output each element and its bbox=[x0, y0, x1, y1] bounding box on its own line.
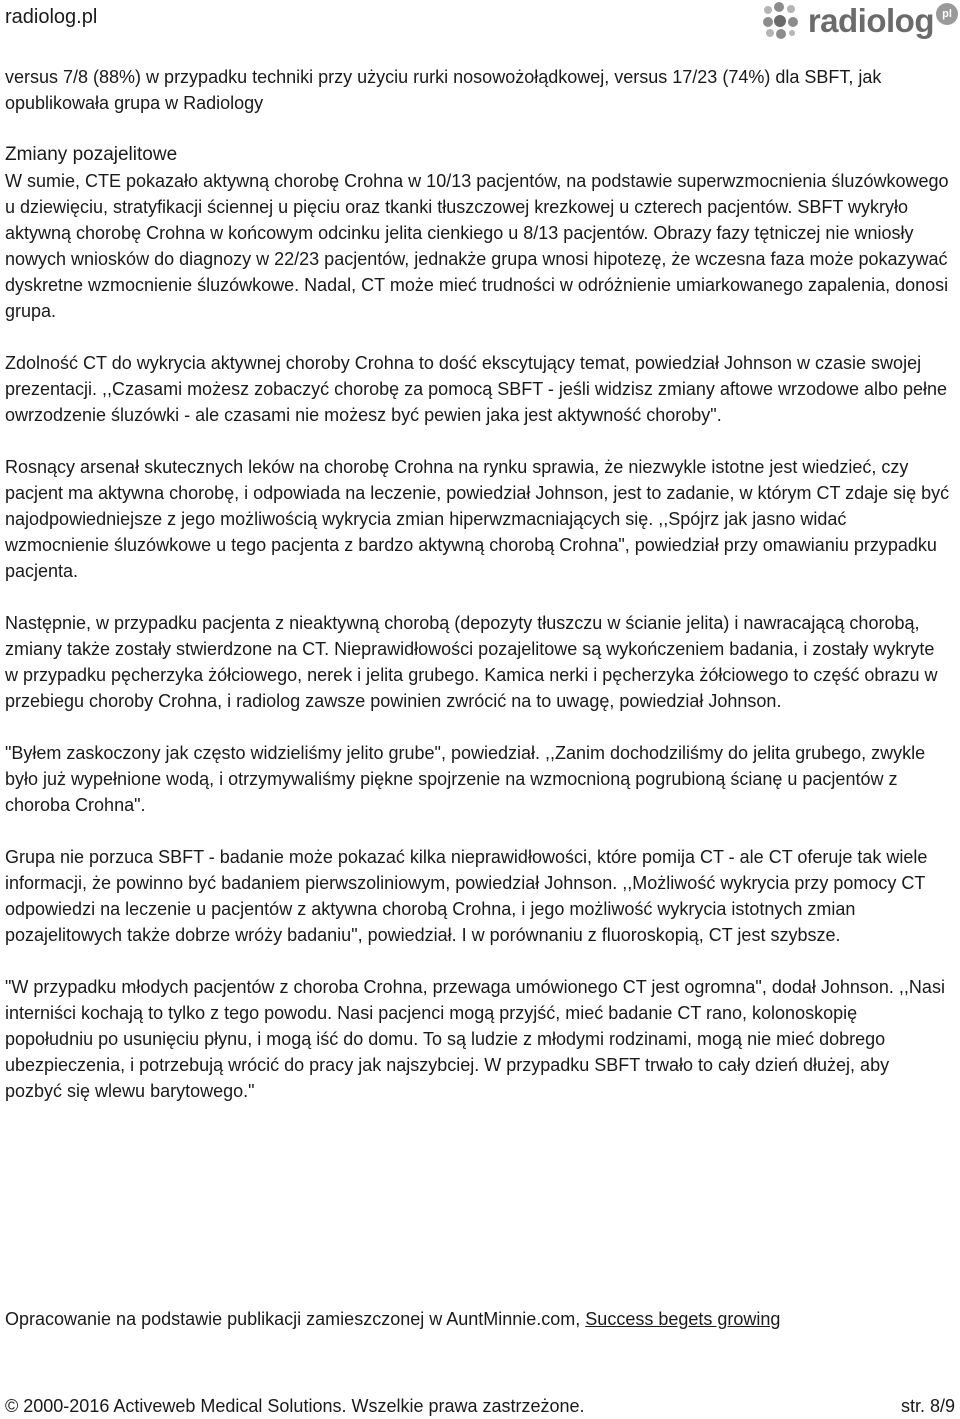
intro-paragraph: versus 7/8 (88%) w przypadku techniki przy użyciu rurki nosowożołądkowej, versus 17/23 (74%) dla SBFT, jak opublikowała grupa w Radiology bbox=[5, 67, 882, 113]
page-header bbox=[0, 0, 960, 48]
article-paragraph: "W przypadku młodych pacjentów z choroba Crohna, przewaga umówionego CT jest ogromna", dodał Johnson. ,,Nasi interniści kochają to tylko z tego powodu. Nasi pacjenci mogą przyjść, mieć badanie CT rano, kolonoskopię popołudniu po usunięciu płynu, i mogą iść do domu. To są ludzie z młodymi rodzinami, mogą nie mieć dobrego ubezpieczenia, i potrzebują wrócić do pracy jak najszybciej. W przypadku SBFT trwało to cały dzień dłużej, aby pozbyć się wlewu barytowego." bbox=[5, 977, 945, 1101]
article-paragraph: Rosnący arsenał skutecznych leków na chorobę Crohna na rynku sprawia, że niezwykle istotne jest wiedzieć, czy pacjent ma aktywna chorobę, i odpowiada na leczenie, powiedział Johnson, jest to zadanie, w którym CT zdaje się być najodpowiedniejsze z jego możliwością wykrycia zmian hiperwzmacniających się. ,,Spójrz jak jasno widać wzmocnienie śluzówkowe u tego pacjenta z bardzo aktywną chorobą Crohna", powiedział przy omawianiu przypadku pacjenta. bbox=[5, 457, 950, 581]
radiolog-logo[interactable] bbox=[762, 0, 958, 42]
article-paragraph: "Byłem zaskoczony jak często widzieliśmy jelito grube", powiedział. ,,Zanim dochodziliśmy do jelita grubego, zwykle było już wypełnione wodą, i otrzymywaliśmy piękne spojrzenie na wzmocnioną pogrubioną ścianę u pacjentów z choroba Crohna". bbox=[5, 743, 926, 815]
source-note bbox=[5, 1306, 780, 1332]
article-paragraph: Zdolność CT do wykrycia aktywnej choroby Crohna to dość ekscytujący temat, powiedział Johnson w czasie swojej prezentacji. ,,Czasami możesz zobaczyć chorobę za pomocą SBFT - jeśli widzisz zmiany aftowe wrzodowe albo pełne owrzodzenie śluzówki - ale czasami nie możesz być pewien jaka jest aktywność choroby". bbox=[5, 353, 948, 425]
page-number: str. 8/9 bbox=[900, 1396, 955, 1416]
dots-logo-icon bbox=[762, 0, 806, 42]
site-url: radiolog.pl bbox=[5, 6, 98, 28]
article-paragraph: Następnie, w przypadku pacjenta z nieaktywną chorobą (depozyty tłuszczu w ścianie jelita) i nawracającą chorobą, zmiany także zostały stwierdzone na CT. Nieprawidłowości pozajelitowe są wykończeniem badania, i zostały wykryte w przypadku pęcherzyka żółciowego, nerek i jelita grubego. Kamica nerki i pęcherzyka żółciowego to część obrazu w przebiegu choroby Crohna, i radiolog zawsze powinien zwrócić na to uwagę, powiedział Johnson. bbox=[5, 613, 938, 711]
article-paragraph: W sumie, CTE pokazało aktywną chorobę Crohna w 10/13 pacjentów, na podstawie superwzmocnienia śluzówkowego u dziewięciu, stratyfikacji ściennej u pięciu oraz tkanki tłuszczowej krezkowej u czterech pacjentów. SBFT wykryło aktywną chorobę Crohna w końcowym odcinku jelita cienkiego u 8/13 pacjentów. Obrazy fazy tętniczej nie wniosły nowych wniosków do diagnozy w 22/23 pacjentów, jednakże grupa wnosi hipotezę, że wczesna faza może pokazywać dyskretne wzmocnienie śluzówkowe. Nadal, CT może mieć trudności w odróżnienie umiarkowanego zapalenia, donosi grupa. bbox=[5, 171, 949, 321]
article-body bbox=[5, 64, 950, 1130]
page-footer bbox=[5, 1393, 955, 1419]
section-heading: Zmiany pozajelitowe bbox=[5, 144, 178, 165]
source-link[interactable]: Success begets growing bbox=[585, 1309, 781, 1329]
source-text: Opracowanie na podstawie publikacji zamieszczonej w AuntMinnie.com, bbox=[5, 1309, 586, 1329]
logo-text: radiolog bbox=[807, 2, 934, 39]
article-paragraph: Grupa nie porzuca SBFT - badanie może pokazać kilka nieprawidłowości, które pomija CT - ale CT oferuje tak wiele informacji, że powinno być badaniem pierwszoliniowym, powiedział Johnson. ,,Możliwość wykrycia przy pomocy CT odpowiedzi na leczenie u pacjentów z aktywna chorobą Crohna, i jego możliwość wykrycia istotnych zmian pozajelitowych także dobrze wróży badaniu", powiedział. I w porównaniu z fluoroskopią, CT jest szybsze. bbox=[5, 847, 928, 945]
copyright: © 2000-2016 Activeweb Medical Solutions. Wszelkie prawa zastrzeżone. bbox=[5, 1396, 585, 1416]
logo-badge: pl bbox=[936, 3, 958, 25]
